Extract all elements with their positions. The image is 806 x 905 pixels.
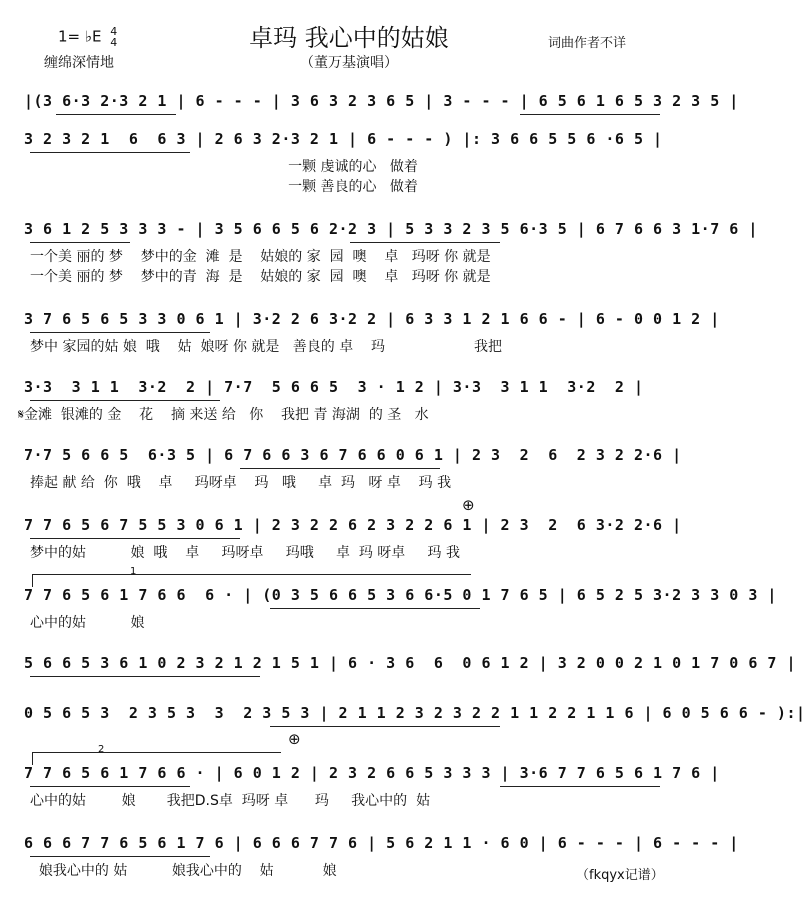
beam-underline [56, 114, 176, 115]
key-label: 1= ♭E [58, 27, 102, 46]
notation-line: 5 6 6 5 3 6 1 0 2 3 2 1 2 1 5 1 | 6 · 3 6 6 0 6 1 2 | 3 2 0 0 2 1 0 1 7 0 6 7 | [24, 654, 796, 672]
author-note: 词曲作者不详 [548, 36, 627, 51]
lyric-line: 捧起 献 给 你 哦 卓 玛呀卓 玛 哦 卓 玛 呀 卓 玛 我 [30, 475, 452, 491]
beam-underline [30, 786, 190, 787]
beam-underline [30, 400, 220, 401]
beam-underline [30, 242, 130, 243]
first-ending-number: 1 [130, 566, 137, 577]
lyric-line: 心中的姑 娘 我把D.S卓 玛呀 卓 玛 我心中的 姑 [30, 793, 431, 809]
lyric-verse-2: 一颗 善良的心 做着 [30, 179, 418, 195]
beam-underline [520, 114, 660, 115]
singer-credit: （董万基演唱） [300, 55, 398, 71]
lyric-line: 心中的姑 娘 [30, 615, 145, 631]
beam-underline [30, 538, 240, 539]
beam-underline [30, 152, 190, 153]
coda-sign: ⊕ [462, 496, 475, 514]
beam-underline [30, 856, 210, 857]
notation-line: 7·7 5 6 6 5 6·3 5 | 6 7 6 6 3 6 7 6 6 0 6 1 | 2 3 2 6 2 3 2 2·6 | [24, 446, 682, 464]
notation-line: 7 7 6 5 6 1 7 6 6 · | 6 0 1 2 | 2 3 2 6 6 5 3 3 3 | 3·6 7 7 6 5 6 1 7 6 | [24, 764, 720, 782]
lyric-verse-1: 一个美 丽的 梦 梦中的金 滩 是 姑娘的 家 园 噢 卓 玛呀 你 就是 [30, 249, 491, 265]
beam-underline [240, 468, 440, 469]
lyric-verse-2: 一个美 丽的 梦 梦中的青 海 是 姑娘的 家 园 噢 卓 玛呀 你 就是 [30, 269, 491, 285]
lyric-line: 梦中的姑 娘 哦 卓 玛呀卓 玛哦 卓 玛 呀卓 玛 我 [30, 545, 461, 561]
lyric-verse-1: 一颗 虔诚的心 做着 [30, 159, 418, 175]
notation-line: 3 2 3 2 1 6 6 3 | 2 6 3 2·3 2 1 | 6 - - - ) |: 3 6 6 5 5 6 ·6 5 | [24, 130, 663, 148]
beam-underline [30, 332, 210, 333]
lyric-line: 梦中 家园的姑 娘 哦 姑 娘呀 你 就是 善良的 卓 玛 我把 [30, 339, 503, 355]
mood-marking: 缠绵深情地 [44, 55, 114, 71]
notation-line: 6 6 6 7 7 6 5 6 1 7 6 | 6 6 6 7 7 6 | 5 6 2 1 1 · 6 0 | 6 - - - | 6 - - - | [24, 834, 739, 852]
lyric-line: 𝄋金滩 银滩的 金 花 摘 来送 给 你 我把 青 海湖 的 圣 水 [18, 407, 429, 423]
beam-underline [30, 676, 260, 677]
second-ending-number: 2 [98, 744, 105, 755]
time-signature: 4 4 [110, 25, 118, 49]
lyric-line: 娘我心中的 姑 娘我心中的 姑 娘 [30, 863, 337, 879]
notation-line: 7 7 6 5 6 1 7 6 6 6 · | (0 3 5 6 6 5 3 6 6·5 0 1 7 6 5 | 6 5 2 5 3·2 3 3 0 3 | [24, 586, 777, 604]
beam-underline [350, 242, 500, 243]
coda-sign: ⊕ [288, 730, 301, 748]
notation-line: |(3 6·3 2·3 2 1 | 6 - - - | 3 6 3 2 3 6 5 | 3 - - - | 6 5 6 1 6 5 3 2 3 5 | [24, 92, 739, 110]
notation-line: 3 7 6 5 6 5 3 3 0 6 1 | 3·2 2 6 3·2 2 | 6 3 3 1 2 1 6 6 - | 6 - 0 0 1 2 | [24, 310, 720, 328]
notation-line: 3·3 3 1 1 3·2 2 | 7·7 5 6 6 5 3 · 1 2 | 3·3 3 1 1 3·2 2 | [24, 378, 644, 396]
notation-line: 7 7 6 5 6 7 5 5 3 0 6 1 | 2 3 2 2 6 2 3 2 2 6 1 | 2 3 2 6 3·2 2·6 | [24, 516, 682, 534]
notation-line: 3 6 1 2 5 3 3 3 - | 3 5 6 6 5 6 2·2 3 | 5 3 3 2 3 5 6·3 5 | 6 7 6 6 3 1·7 6 | [24, 220, 758, 238]
beam-underline [270, 608, 480, 609]
song-title: 卓玛 我心中的姑娘 [249, 24, 449, 52]
notation-line: 0 5 6 5 3 2 3 5 3 3 2 3 5 3 | 2 1 1 2 3 2 3 2 2 1 1 2 2 1 1 6 | 6 0 5 6 6 - ):| [24, 704, 806, 722]
beam-underline [500, 786, 660, 787]
beam-underline [270, 726, 500, 727]
transcriber-credit: （fkqyx记谱） [576, 868, 664, 883]
